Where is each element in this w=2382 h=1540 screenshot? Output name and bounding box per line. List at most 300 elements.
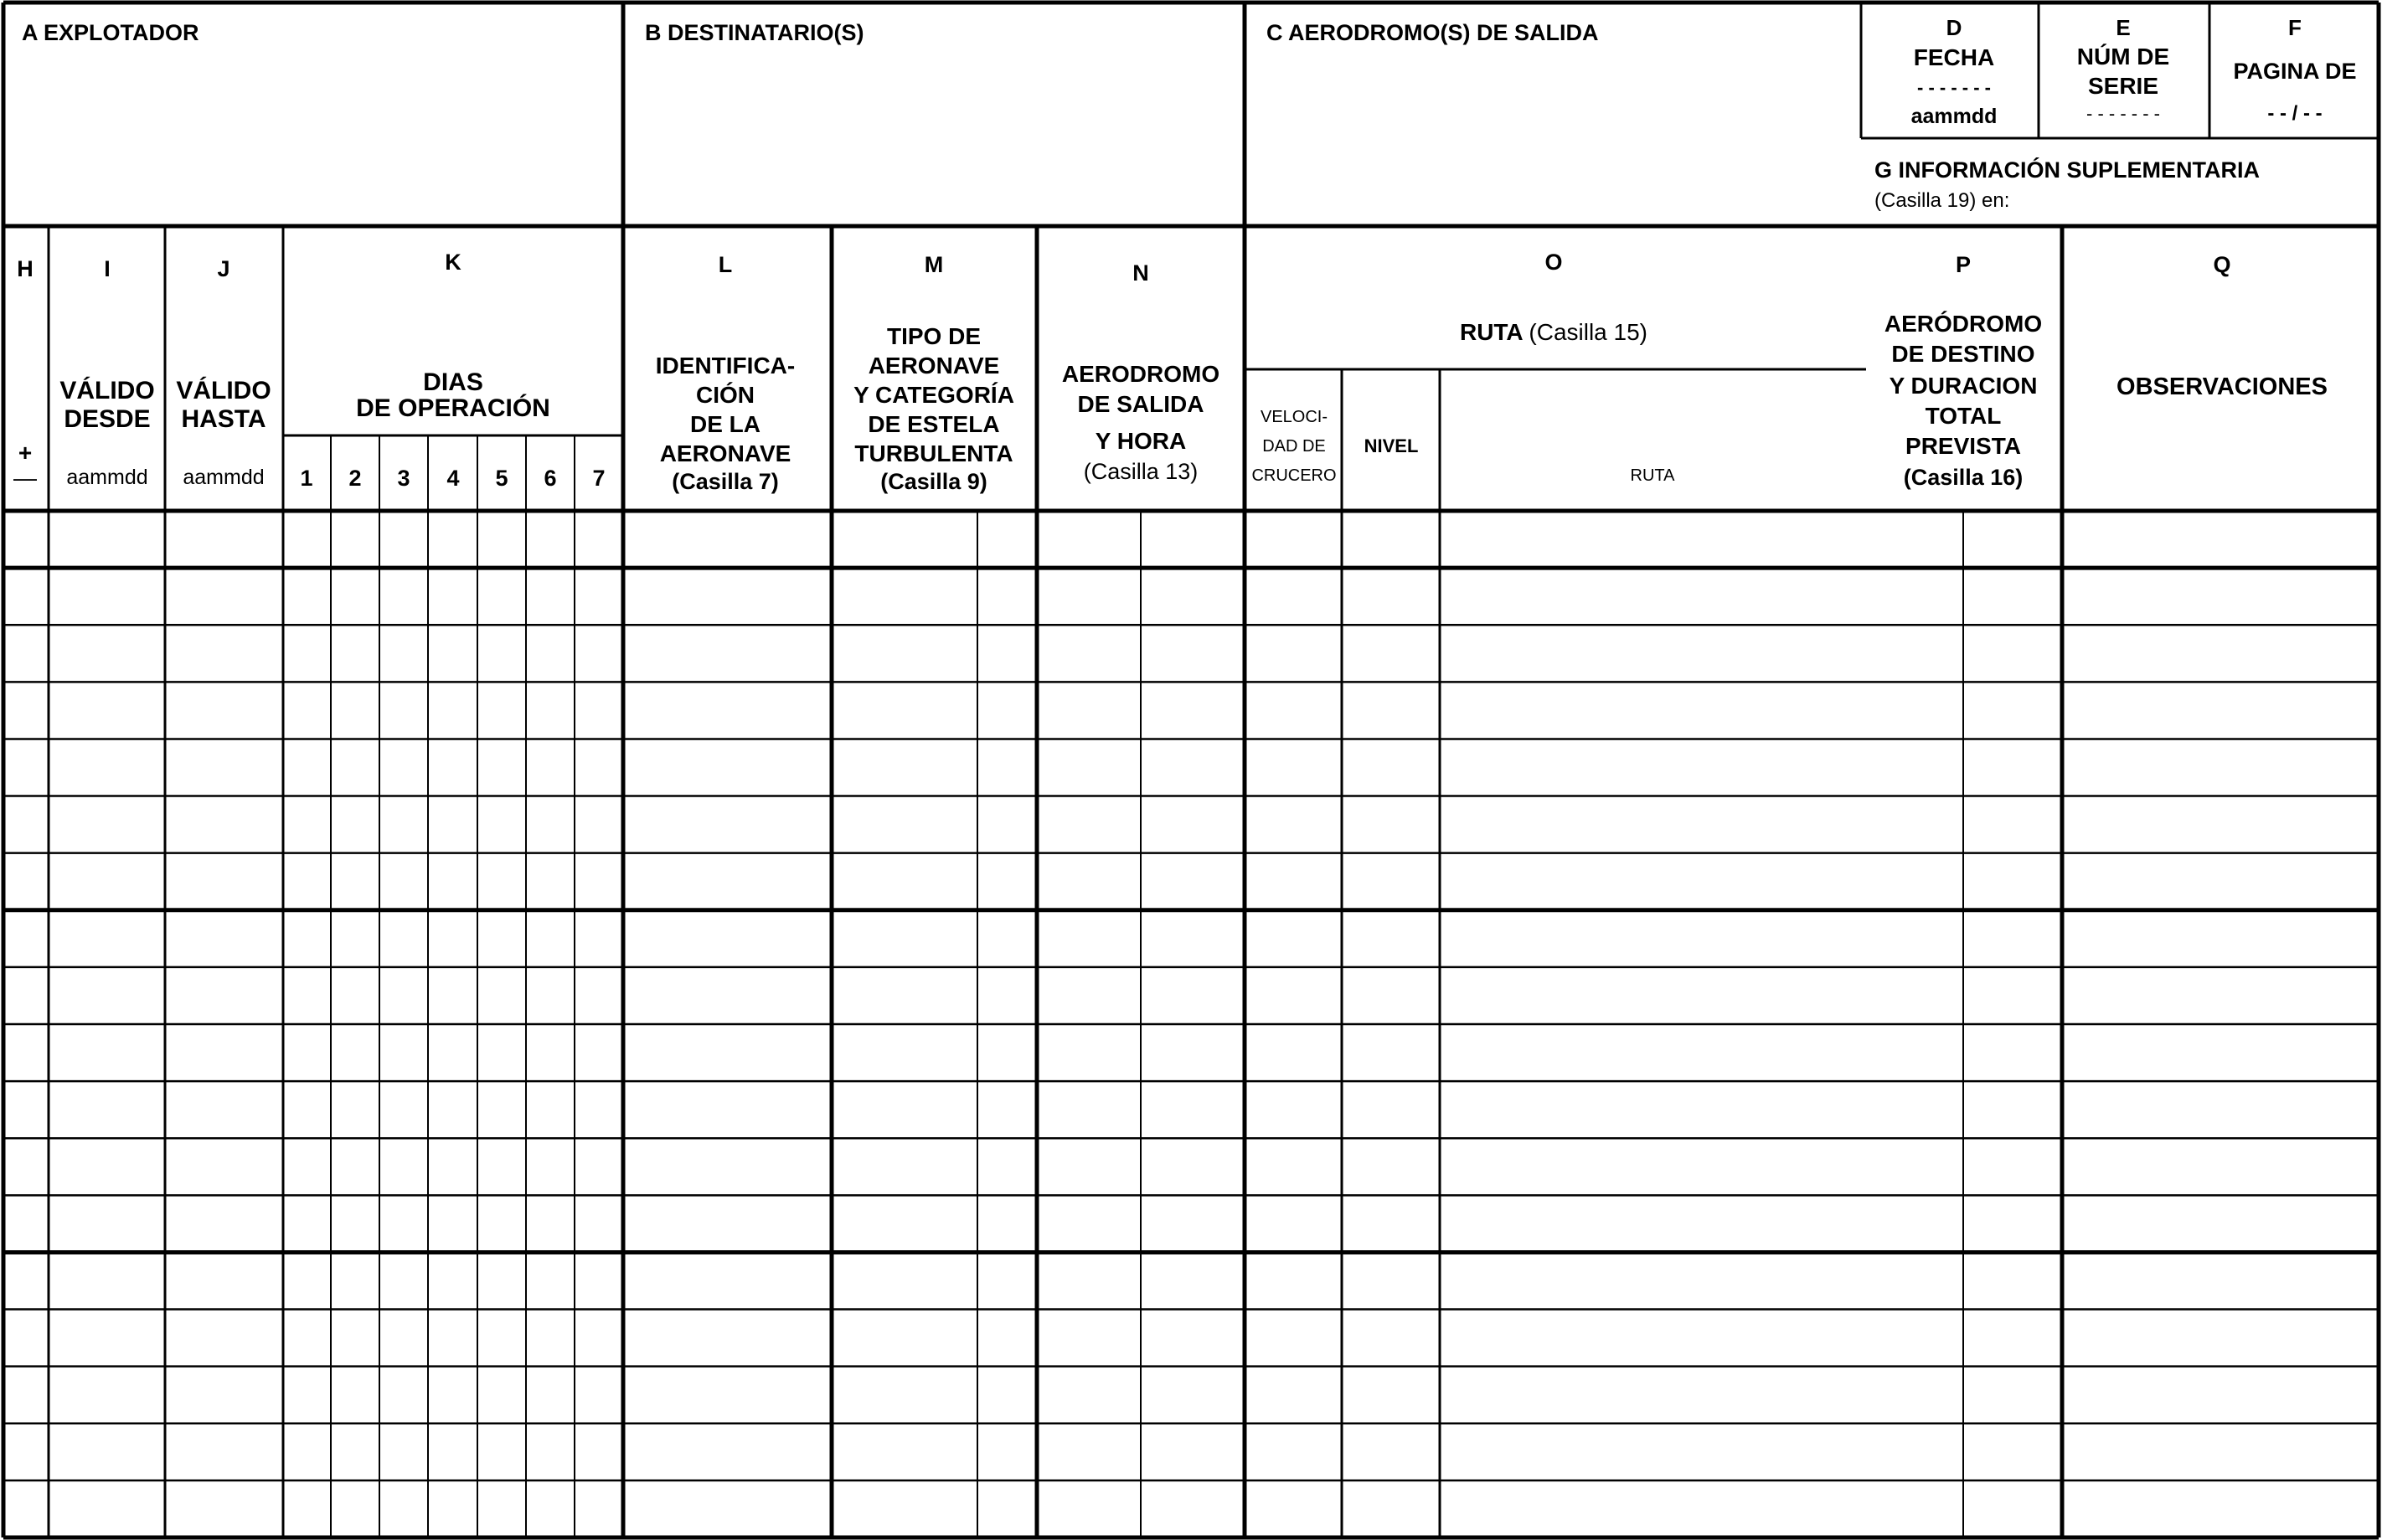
entry-cell[interactable] bbox=[379, 511, 428, 568]
entry-cell[interactable] bbox=[1037, 910, 1141, 967]
entry-cell[interactable] bbox=[477, 1081, 526, 1138]
entry-cell[interactable] bbox=[428, 1481, 477, 1537]
entry-cell[interactable] bbox=[428, 967, 477, 1024]
entry-cell[interactable] bbox=[379, 967, 428, 1024]
entry-cell[interactable] bbox=[477, 1138, 526, 1195]
entry-cell[interactable] bbox=[1342, 739, 1440, 796]
entry-cell[interactable] bbox=[1245, 1310, 1342, 1367]
entry-cell[interactable] bbox=[1037, 1024, 1141, 1081]
entry-cell[interactable] bbox=[428, 511, 477, 568]
entry-cell[interactable] bbox=[3, 739, 49, 796]
entry-cell[interactable] bbox=[331, 1367, 379, 1424]
entry-cell[interactable] bbox=[2062, 910, 2379, 967]
entry-cell[interactable] bbox=[575, 739, 623, 796]
entry-cell[interactable] bbox=[1342, 625, 1440, 682]
entry-cell[interactable] bbox=[1037, 1252, 1141, 1309]
entry-cell[interactable] bbox=[165, 568, 283, 625]
entry-cell[interactable] bbox=[49, 1252, 165, 1309]
entry-cell[interactable] bbox=[1963, 568, 2062, 625]
entry-cell[interactable] bbox=[1245, 1024, 1342, 1081]
entry-cell[interactable] bbox=[977, 739, 1037, 796]
entry-cell[interactable] bbox=[165, 1424, 283, 1481]
entry-cell[interactable] bbox=[49, 682, 165, 739]
entry-cell[interactable] bbox=[3, 1252, 49, 1309]
entry-cell[interactable] bbox=[379, 910, 428, 967]
entry-cell[interactable] bbox=[2062, 1424, 2379, 1481]
entry-cell[interactable] bbox=[283, 796, 331, 853]
entry-cell[interactable] bbox=[1245, 1367, 1342, 1424]
entry-cell[interactable] bbox=[623, 568, 832, 625]
entry-cell[interactable] bbox=[526, 1424, 575, 1481]
entry-cell[interactable] bbox=[3, 1195, 49, 1252]
entry-cell[interactable] bbox=[575, 511, 623, 568]
entry-cell[interactable] bbox=[977, 1138, 1037, 1195]
entry-cell[interactable] bbox=[1342, 1310, 1440, 1367]
entry-cell[interactable] bbox=[1963, 1024, 2062, 1081]
entry-cell[interactable] bbox=[623, 1424, 832, 1481]
entry-cell[interactable] bbox=[283, 511, 331, 568]
entry-cell[interactable] bbox=[977, 625, 1037, 682]
entry-cell[interactable] bbox=[2062, 1195, 2379, 1252]
entry-cell[interactable] bbox=[428, 1310, 477, 1367]
entry-cell[interactable] bbox=[165, 1081, 283, 1138]
entry-cell[interactable] bbox=[1342, 1138, 1440, 1195]
entry-cell[interactable] bbox=[428, 1138, 477, 1195]
entry-cell[interactable] bbox=[575, 1024, 623, 1081]
entry-cell[interactable] bbox=[1440, 1424, 1963, 1481]
entry-cell[interactable] bbox=[623, 1481, 832, 1537]
entry-cell[interactable] bbox=[1963, 910, 2062, 967]
entry-cell[interactable] bbox=[623, 1252, 832, 1309]
entry-cell[interactable] bbox=[1963, 853, 2062, 910]
entry-cell[interactable] bbox=[2062, 739, 2379, 796]
entry-cell[interactable] bbox=[2062, 1310, 2379, 1367]
entry-cell[interactable] bbox=[1245, 739, 1342, 796]
entry-cell[interactable] bbox=[575, 1481, 623, 1537]
entry-cell[interactable] bbox=[1141, 511, 1245, 568]
entry-cell[interactable] bbox=[1245, 910, 1342, 967]
entry-cell[interactable] bbox=[1440, 625, 1963, 682]
entry-cell[interactable] bbox=[379, 1481, 428, 1537]
entry-cell[interactable] bbox=[379, 1138, 428, 1195]
entry-cell[interactable] bbox=[575, 568, 623, 625]
entry-cell[interactable] bbox=[3, 1081, 49, 1138]
entry-cell[interactable] bbox=[3, 1424, 49, 1481]
entry-cell[interactable] bbox=[283, 1252, 331, 1309]
entry-cell[interactable] bbox=[49, 1481, 165, 1537]
entry-cell[interactable] bbox=[575, 1310, 623, 1367]
entry-cell[interactable] bbox=[477, 853, 526, 910]
entry-cell[interactable] bbox=[977, 1081, 1037, 1138]
entry-cell[interactable] bbox=[2062, 1024, 2379, 1081]
entry-cell[interactable] bbox=[428, 1424, 477, 1481]
entry-cell[interactable] bbox=[526, 1481, 575, 1537]
entry-cell[interactable] bbox=[3, 910, 49, 967]
entry-cell[interactable] bbox=[575, 796, 623, 853]
entry-cell[interactable] bbox=[331, 568, 379, 625]
entry-cell[interactable] bbox=[477, 511, 526, 568]
entry-cell[interactable] bbox=[283, 739, 331, 796]
entry-cell[interactable] bbox=[1245, 967, 1342, 1024]
entry-cell[interactable] bbox=[623, 511, 832, 568]
entry-cell[interactable] bbox=[575, 1138, 623, 1195]
entry-cell[interactable] bbox=[1440, 1195, 1963, 1252]
entry-cell[interactable] bbox=[428, 739, 477, 796]
entry-cell[interactable] bbox=[526, 1310, 575, 1367]
entry-cell[interactable] bbox=[379, 568, 428, 625]
entry-cell[interactable] bbox=[1963, 1081, 2062, 1138]
entry-cell[interactable] bbox=[1440, 796, 1963, 853]
entry-cell[interactable] bbox=[49, 1138, 165, 1195]
entry-cell[interactable] bbox=[331, 1481, 379, 1537]
entry-cell[interactable] bbox=[2062, 568, 2379, 625]
entry-cell[interactable] bbox=[1440, 511, 1963, 568]
entry-cell[interactable] bbox=[832, 796, 977, 853]
entry-cell[interactable] bbox=[1440, 739, 1963, 796]
entry-cell[interactable] bbox=[49, 796, 165, 853]
entry-cell[interactable] bbox=[1037, 568, 1141, 625]
entry-cell[interactable] bbox=[428, 1081, 477, 1138]
entry-cell[interactable] bbox=[1440, 1310, 1963, 1367]
entry-cell[interactable] bbox=[49, 511, 165, 568]
entry-cell[interactable] bbox=[2062, 1138, 2379, 1195]
entry-cell[interactable] bbox=[49, 1310, 165, 1367]
entry-cell[interactable] bbox=[331, 1081, 379, 1138]
entry-cell[interactable] bbox=[526, 682, 575, 739]
entry-cell[interactable] bbox=[1037, 1367, 1141, 1424]
entry-cell[interactable] bbox=[428, 682, 477, 739]
entry-cell[interactable] bbox=[575, 853, 623, 910]
entry-cell[interactable] bbox=[428, 625, 477, 682]
entry-cell[interactable] bbox=[977, 853, 1037, 910]
entry-cell[interactable] bbox=[575, 1195, 623, 1252]
entry-cell[interactable] bbox=[477, 1424, 526, 1481]
entry-cell[interactable] bbox=[331, 796, 379, 853]
entry-cell[interactable] bbox=[2062, 1252, 2379, 1309]
entry-cell[interactable] bbox=[49, 967, 165, 1024]
entry-cell[interactable] bbox=[165, 1481, 283, 1537]
entry-cell[interactable] bbox=[165, 1195, 283, 1252]
entry-cell[interactable] bbox=[1037, 1081, 1141, 1138]
entry-cell[interactable] bbox=[1342, 796, 1440, 853]
entry-cell[interactable] bbox=[428, 568, 477, 625]
entry-cell[interactable] bbox=[1963, 1310, 2062, 1367]
entry-cell[interactable] bbox=[1440, 682, 1963, 739]
entry-cell[interactable] bbox=[428, 1367, 477, 1424]
entry-cell[interactable] bbox=[1963, 682, 2062, 739]
entry-cell[interactable] bbox=[623, 1024, 832, 1081]
entry-cell[interactable] bbox=[1037, 967, 1141, 1024]
entry-cell[interactable] bbox=[283, 1024, 331, 1081]
entry-cell[interactable] bbox=[477, 796, 526, 853]
entry-cell[interactable] bbox=[1342, 853, 1440, 910]
entry-cell[interactable] bbox=[1342, 1252, 1440, 1309]
entry-cell[interactable] bbox=[575, 682, 623, 739]
entry-cell[interactable] bbox=[283, 682, 331, 739]
entry-cell[interactable] bbox=[331, 682, 379, 739]
entry-cell[interactable] bbox=[477, 1367, 526, 1424]
entry-cell[interactable] bbox=[331, 1424, 379, 1481]
entry-cell[interactable] bbox=[379, 1195, 428, 1252]
entry-cell[interactable] bbox=[1141, 625, 1245, 682]
entry-cell[interactable] bbox=[1440, 1081, 1963, 1138]
entry-cell[interactable] bbox=[575, 1424, 623, 1481]
entry-cell[interactable] bbox=[1963, 739, 2062, 796]
entry-cell[interactable] bbox=[331, 967, 379, 1024]
entry-cell[interactable] bbox=[283, 1081, 331, 1138]
entry-cell[interactable] bbox=[1141, 1024, 1245, 1081]
entry-cell[interactable] bbox=[1141, 1310, 1245, 1367]
entry-cell[interactable] bbox=[977, 1310, 1037, 1367]
entry-cell[interactable] bbox=[3, 1367, 49, 1424]
entry-cell[interactable] bbox=[1245, 1081, 1342, 1138]
entry-cell[interactable] bbox=[331, 511, 379, 568]
entry-cell[interactable] bbox=[165, 910, 283, 967]
entry-cell[interactable] bbox=[165, 682, 283, 739]
entry-cell[interactable] bbox=[1963, 967, 2062, 1024]
entry-cell[interactable] bbox=[1963, 1424, 2062, 1481]
entry-cell[interactable] bbox=[832, 1024, 977, 1081]
entry-cell[interactable] bbox=[1342, 568, 1440, 625]
entry-cell[interactable] bbox=[623, 1367, 832, 1424]
entry-cell[interactable] bbox=[331, 625, 379, 682]
entry-cell[interactable] bbox=[477, 967, 526, 1024]
entry-cell[interactable] bbox=[575, 1367, 623, 1424]
entry-cell[interactable] bbox=[1141, 1424, 1245, 1481]
entry-cell[interactable] bbox=[1342, 910, 1440, 967]
entry-cell[interactable] bbox=[832, 511, 977, 568]
entry-cell[interactable] bbox=[1037, 739, 1141, 796]
entry-cell[interactable] bbox=[1440, 1481, 1963, 1537]
entry-cell[interactable] bbox=[1245, 511, 1342, 568]
entry-cell[interactable] bbox=[1141, 1081, 1245, 1138]
entry-cell[interactable] bbox=[2062, 967, 2379, 1024]
entry-cell[interactable] bbox=[1440, 1138, 1963, 1195]
entry-cell[interactable] bbox=[2062, 625, 2379, 682]
entry-cell[interactable] bbox=[3, 1138, 49, 1195]
entry-cell[interactable] bbox=[832, 1138, 977, 1195]
entry-cell[interactable] bbox=[623, 1081, 832, 1138]
entry-cell[interactable] bbox=[2062, 1367, 2379, 1424]
entry-cell[interactable] bbox=[832, 1310, 977, 1367]
entry-cell[interactable] bbox=[1963, 1138, 2062, 1195]
entry-cell[interactable] bbox=[1037, 1481, 1141, 1537]
entry-cell[interactable] bbox=[331, 1252, 379, 1309]
entry-cell[interactable] bbox=[575, 625, 623, 682]
entry-cell[interactable] bbox=[1245, 1138, 1342, 1195]
entry-cell[interactable] bbox=[165, 511, 283, 568]
entry-cell[interactable] bbox=[575, 967, 623, 1024]
entry-cell[interactable] bbox=[379, 1024, 428, 1081]
entry-cell[interactable] bbox=[977, 1252, 1037, 1309]
entry-cell[interactable] bbox=[526, 1195, 575, 1252]
entry-cell[interactable] bbox=[165, 1138, 283, 1195]
entry-cell[interactable] bbox=[331, 1195, 379, 1252]
entry-cell[interactable] bbox=[379, 853, 428, 910]
entry-cell[interactable] bbox=[977, 1367, 1037, 1424]
entry-cell[interactable] bbox=[3, 796, 49, 853]
entry-cell[interactable] bbox=[49, 625, 165, 682]
entry-cell[interactable] bbox=[526, 739, 575, 796]
entry-cell[interactable] bbox=[526, 625, 575, 682]
entry-cell[interactable] bbox=[1141, 853, 1245, 910]
entry-cell[interactable] bbox=[283, 1138, 331, 1195]
entry-cell[interactable] bbox=[477, 1252, 526, 1309]
entry-cell[interactable] bbox=[428, 910, 477, 967]
entry-cell[interactable] bbox=[331, 1310, 379, 1367]
entry-cell[interactable] bbox=[526, 1024, 575, 1081]
entry-cell[interactable] bbox=[1037, 1138, 1141, 1195]
entry-cell[interactable] bbox=[3, 1310, 49, 1367]
entry-cell[interactable] bbox=[3, 625, 49, 682]
entry-cell[interactable] bbox=[379, 739, 428, 796]
entry-cell[interactable] bbox=[832, 1481, 977, 1537]
entry-cell[interactable] bbox=[526, 1138, 575, 1195]
entry-cell[interactable] bbox=[623, 796, 832, 853]
entry-cell[interactable] bbox=[379, 625, 428, 682]
entry-cell[interactable] bbox=[477, 910, 526, 967]
entry-cell[interactable] bbox=[49, 739, 165, 796]
entry-cell[interactable] bbox=[832, 568, 977, 625]
entry-cell[interactable] bbox=[1245, 1195, 1342, 1252]
entry-cell[interactable] bbox=[49, 1081, 165, 1138]
entry-cell[interactable] bbox=[3, 568, 49, 625]
entry-cell[interactable] bbox=[331, 1024, 379, 1081]
entry-cell[interactable] bbox=[977, 1424, 1037, 1481]
entry-cell[interactable] bbox=[1440, 1024, 1963, 1081]
entry-cell[interactable] bbox=[3, 682, 49, 739]
entry-cell[interactable] bbox=[623, 682, 832, 739]
entry-cell[interactable] bbox=[1440, 910, 1963, 967]
entry-cell[interactable] bbox=[1141, 796, 1245, 853]
entry-cell[interactable] bbox=[477, 1310, 526, 1367]
entry-cell[interactable] bbox=[165, 1367, 283, 1424]
entry-cell[interactable] bbox=[1245, 625, 1342, 682]
entry-cell[interactable] bbox=[165, 796, 283, 853]
entry-cell[interactable] bbox=[283, 1424, 331, 1481]
entry-cell[interactable] bbox=[165, 853, 283, 910]
entry-cell[interactable] bbox=[1037, 1424, 1141, 1481]
entry-cell[interactable] bbox=[49, 568, 165, 625]
entry-cell[interactable] bbox=[1342, 1024, 1440, 1081]
entry-cell[interactable] bbox=[575, 1252, 623, 1309]
entry-cell[interactable] bbox=[3, 1481, 49, 1537]
entry-cell[interactable] bbox=[1037, 1195, 1141, 1252]
entry-cell[interactable] bbox=[165, 1024, 283, 1081]
entry-cell[interactable] bbox=[3, 967, 49, 1024]
entry-cell[interactable] bbox=[832, 1424, 977, 1481]
entry-cell[interactable] bbox=[1141, 1481, 1245, 1537]
entry-cell[interactable] bbox=[1141, 1367, 1245, 1424]
entry-cell[interactable] bbox=[477, 682, 526, 739]
entry-cell[interactable] bbox=[526, 1252, 575, 1309]
entry-cell[interactable] bbox=[832, 739, 977, 796]
entry-cell[interactable] bbox=[283, 625, 331, 682]
entry-cell[interactable] bbox=[477, 739, 526, 796]
entry-cell[interactable] bbox=[379, 1310, 428, 1367]
entry-cell[interactable] bbox=[1037, 1310, 1141, 1367]
entry-cell[interactable] bbox=[977, 1195, 1037, 1252]
entry-cell[interactable] bbox=[1245, 853, 1342, 910]
entry-cell[interactable] bbox=[379, 682, 428, 739]
entry-cell[interactable] bbox=[165, 967, 283, 1024]
entry-cell[interactable] bbox=[526, 967, 575, 1024]
entry-cell[interactable] bbox=[977, 682, 1037, 739]
entry-cell[interactable] bbox=[49, 853, 165, 910]
entry-cell[interactable] bbox=[331, 739, 379, 796]
entry-cell[interactable] bbox=[832, 1252, 977, 1309]
entry-cell[interactable] bbox=[477, 1481, 526, 1537]
entry-cell[interactable] bbox=[1245, 1424, 1342, 1481]
entry-cell[interactable] bbox=[1245, 1252, 1342, 1309]
entry-cell[interactable] bbox=[1037, 796, 1141, 853]
entry-cell[interactable] bbox=[832, 1195, 977, 1252]
entry-cell[interactable] bbox=[428, 1024, 477, 1081]
entry-cell[interactable] bbox=[1963, 1367, 2062, 1424]
entry-cell[interactable] bbox=[379, 796, 428, 853]
entry-cell[interactable] bbox=[331, 1138, 379, 1195]
entry-cell[interactable] bbox=[623, 967, 832, 1024]
entry-cell[interactable] bbox=[379, 1367, 428, 1424]
entry-cell[interactable] bbox=[428, 796, 477, 853]
entry-cell[interactable] bbox=[3, 511, 49, 568]
entry-cell[interactable] bbox=[832, 967, 977, 1024]
entry-cell[interactable] bbox=[477, 625, 526, 682]
entry-cell[interactable] bbox=[1963, 1252, 2062, 1309]
entry-cell[interactable] bbox=[1963, 1481, 2062, 1537]
entry-cell[interactable] bbox=[2062, 1481, 2379, 1537]
entry-cell[interactable] bbox=[165, 739, 283, 796]
entry-cell[interactable] bbox=[1963, 1195, 2062, 1252]
entry-cell[interactable] bbox=[977, 1024, 1037, 1081]
entry-cell[interactable] bbox=[575, 910, 623, 967]
entry-cell[interactable] bbox=[379, 1252, 428, 1309]
entry-cell[interactable] bbox=[623, 739, 832, 796]
entry-cell[interactable] bbox=[1037, 853, 1141, 910]
entry-cell[interactable] bbox=[165, 1252, 283, 1309]
entry-cell[interactable] bbox=[428, 1252, 477, 1309]
entry-cell[interactable] bbox=[1141, 568, 1245, 625]
entry-cell[interactable] bbox=[1342, 1081, 1440, 1138]
entry-cell[interactable] bbox=[379, 1424, 428, 1481]
entry-cell[interactable] bbox=[165, 625, 283, 682]
entry-cell[interactable] bbox=[526, 796, 575, 853]
entry-cell[interactable] bbox=[283, 1481, 331, 1537]
entry-cell[interactable] bbox=[477, 1024, 526, 1081]
entry-cell[interactable] bbox=[49, 910, 165, 967]
entry-cell[interactable] bbox=[623, 1138, 832, 1195]
entry-cell[interactable] bbox=[1245, 682, 1342, 739]
entry-cell[interactable] bbox=[1037, 625, 1141, 682]
entry-cell[interactable] bbox=[283, 910, 331, 967]
entry-cell[interactable] bbox=[977, 1481, 1037, 1537]
entry-cell[interactable] bbox=[526, 910, 575, 967]
entry-cell[interactable] bbox=[977, 910, 1037, 967]
entry-cell[interactable] bbox=[526, 853, 575, 910]
entry-cell[interactable] bbox=[379, 1081, 428, 1138]
entry-cell[interactable] bbox=[283, 853, 331, 910]
entry-cell[interactable] bbox=[1963, 625, 2062, 682]
entry-cell[interactable] bbox=[623, 1310, 832, 1367]
entry-cell[interactable] bbox=[1342, 967, 1440, 1024]
entry-cell[interactable] bbox=[49, 1195, 165, 1252]
entry-cell[interactable] bbox=[832, 853, 977, 910]
entry-cell[interactable] bbox=[2062, 511, 2379, 568]
entry-cell[interactable] bbox=[165, 1310, 283, 1367]
entry-cell[interactable] bbox=[1141, 910, 1245, 967]
entry-cell[interactable] bbox=[1342, 1424, 1440, 1481]
entry-cell[interactable] bbox=[477, 1195, 526, 1252]
